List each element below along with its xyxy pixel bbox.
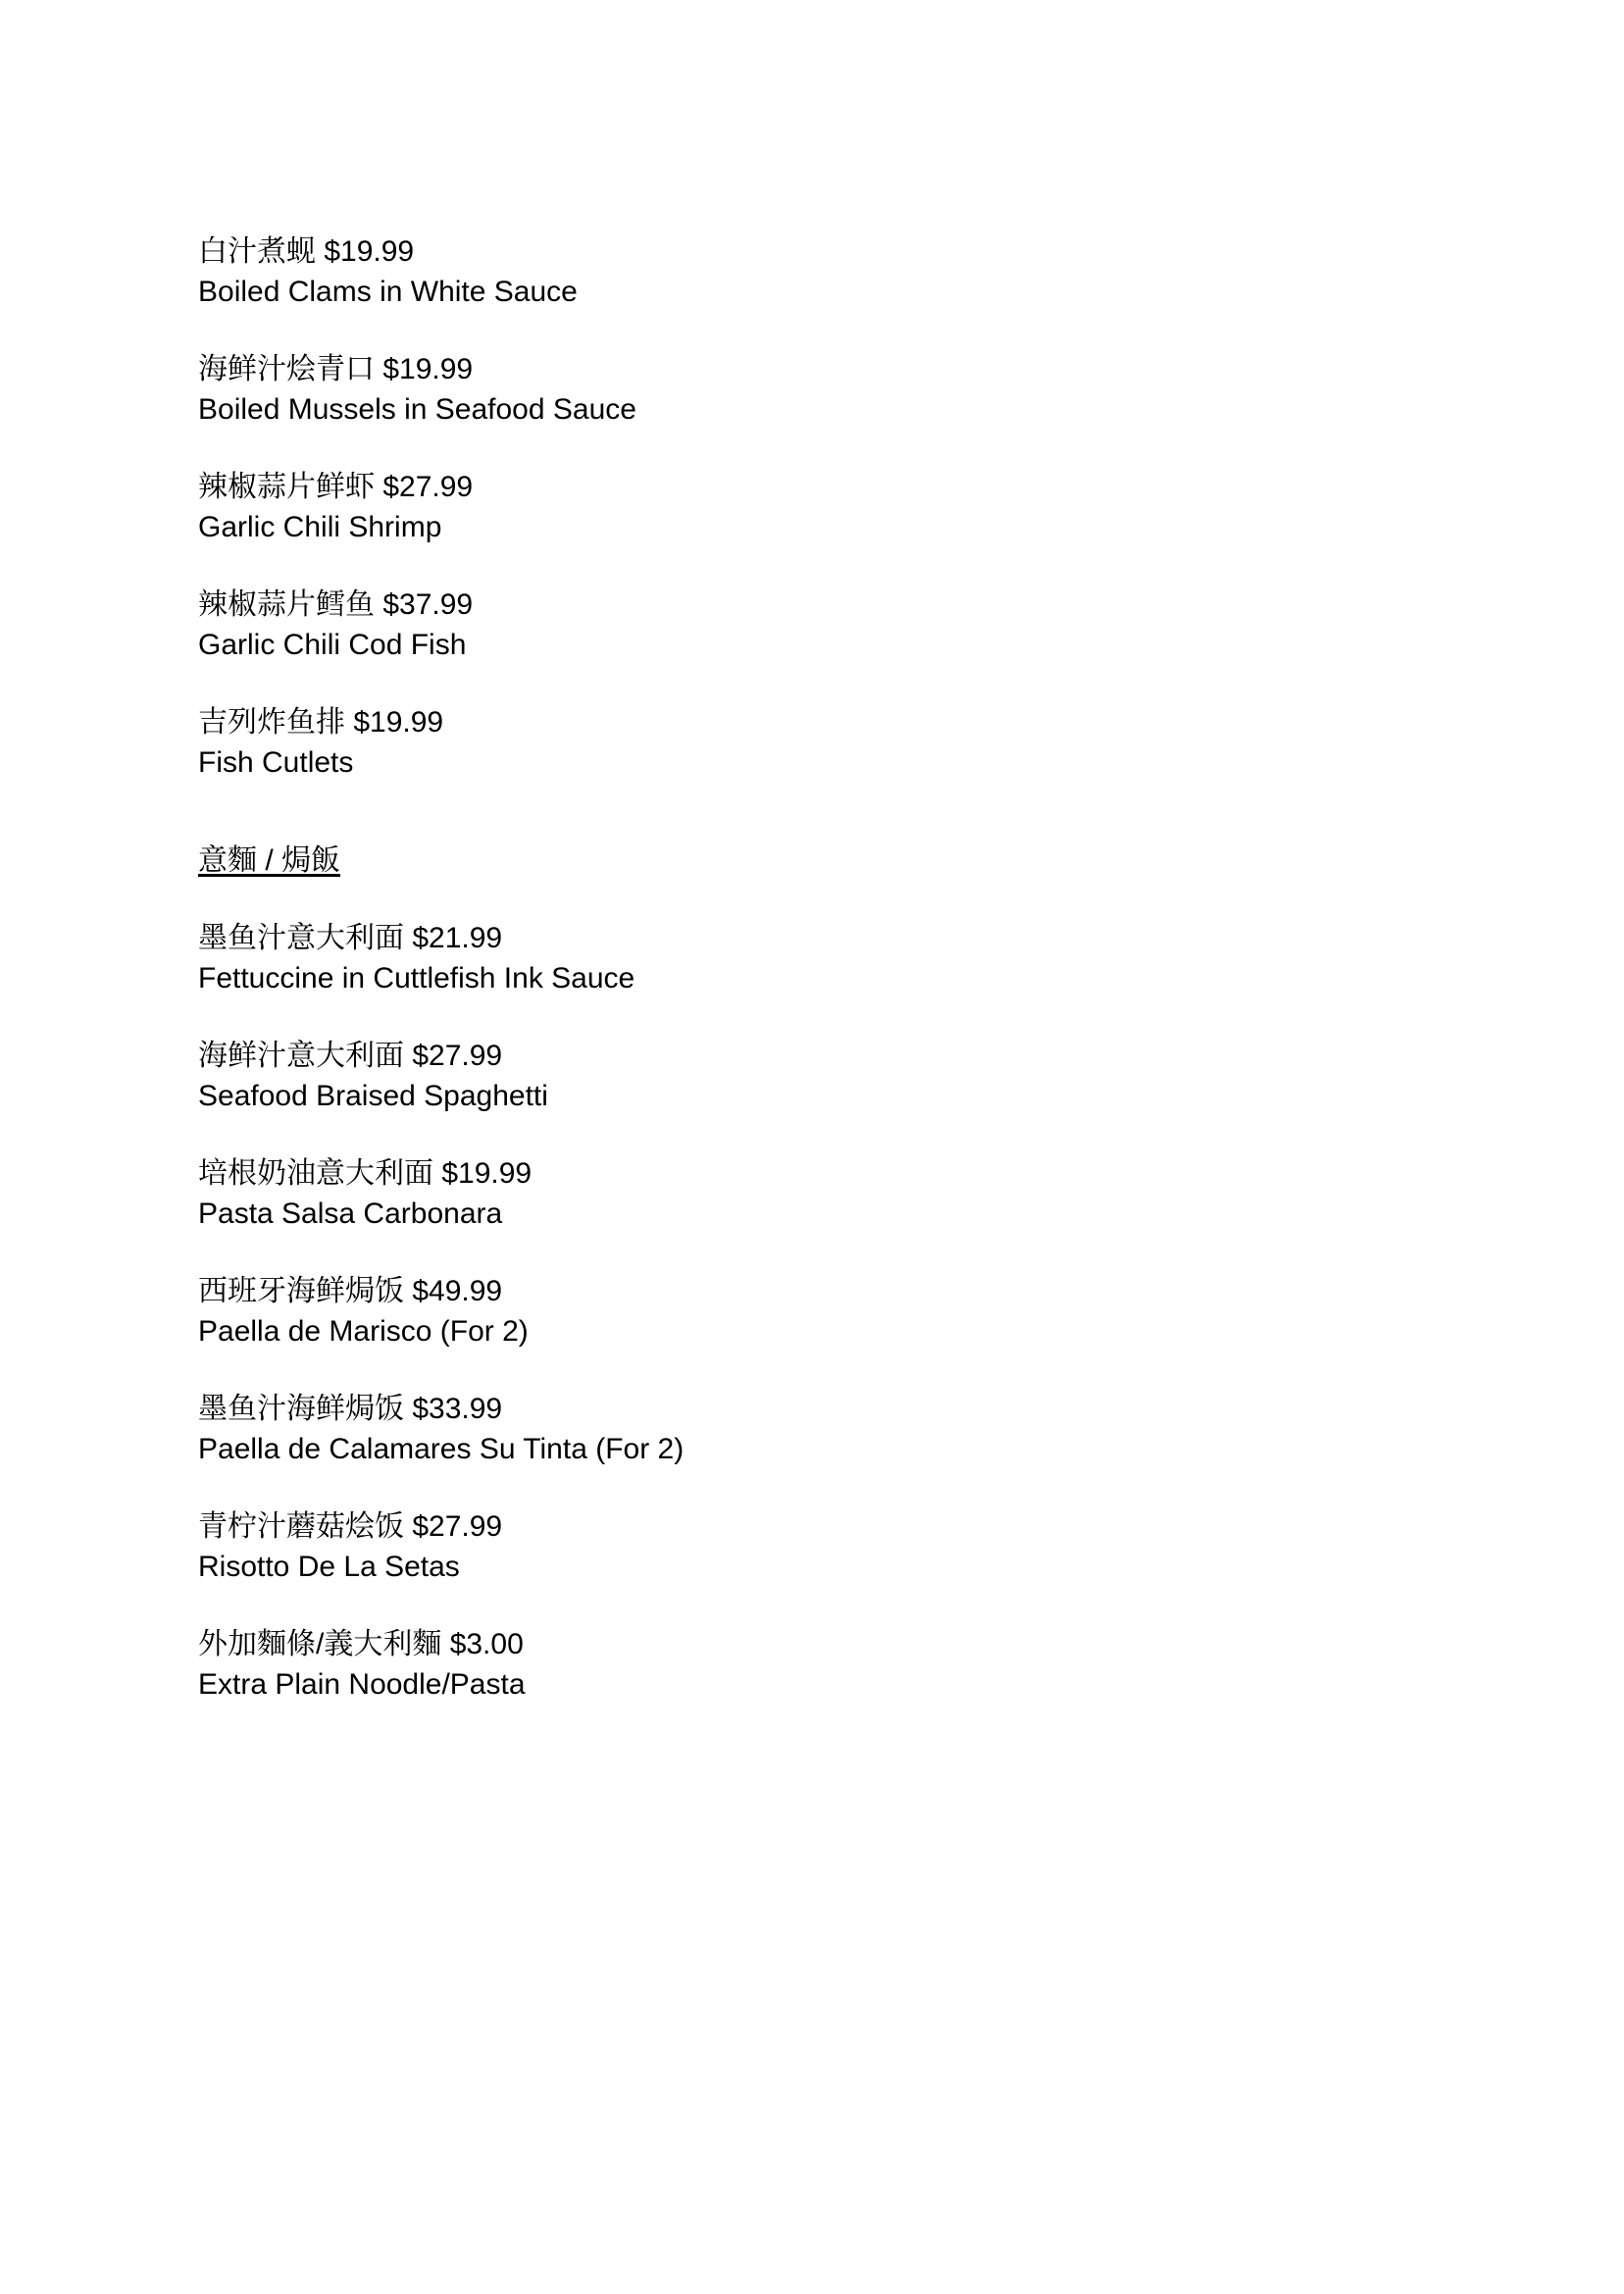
item-chinese-name: 辣椒蒜片鲜虾 [198, 471, 375, 503]
item-chinese-name: 青柠汁蘑菇烩饭 [198, 1510, 404, 1543]
item-english-name: Seafood Braised Spaghetti [198, 1080, 548, 1112]
item-chinese-name: 海鲜汁烩青口 [198, 353, 375, 385]
menu-item [198, 585, 1375, 665]
menu-item [198, 231, 1375, 312]
item-chinese-name: 外加麵條/義大利麵 [198, 1628, 442, 1660]
item-price: $33.99 [412, 1393, 503, 1425]
item-price: $27.99 [382, 471, 474, 503]
item-price: $37.99 [382, 588, 474, 621]
item-english-name: Fettuccine in Cuttlefish Ink Sauce [198, 962, 635, 994]
item-title [198, 585, 1375, 625]
item-price: $21.99 [412, 922, 503, 954]
item-price: $19.99 [324, 235, 415, 268]
item-english-name: Garlic Chili Cod Fish [198, 629, 467, 661]
item-price: $27.99 [412, 1040, 503, 1072]
item-english-name: Extra Plain Noodle/Pasta [198, 1668, 526, 1701]
menu-item [198, 918, 1375, 998]
item-chinese-name: 培根奶油意大利面 [198, 1157, 433, 1190]
item-english-name: Fish Cutlets [198, 746, 354, 779]
item-chinese-name: 吉列炸鱼排 [198, 706, 345, 739]
item-chinese-name: 海鲜汁意大利面 [198, 1040, 404, 1072]
item-price: $27.99 [412, 1510, 503, 1543]
menu-item [198, 1153, 1375, 1234]
item-price: $19.99 [382, 353, 474, 385]
item-title [198, 1506, 1375, 1547]
menu-item [198, 702, 1375, 783]
item-english-name: Paella de Calamares Su Tinta (For 2) [198, 1433, 685, 1465]
menu-content [198, 231, 1375, 1742]
item-english-name: Boiled Clams in White Sauce [198, 276, 578, 308]
item-title [198, 467, 1375, 507]
item-title [198, 1036, 1375, 1076]
menu-item [198, 1271, 1375, 1351]
item-title [198, 1271, 1375, 1311]
item-price: $19.99 [353, 706, 444, 739]
item-english-name: Paella de Marisco (For 2) [198, 1315, 529, 1348]
item-title [198, 1153, 1375, 1194]
menu-item [198, 467, 1375, 547]
item-chinese-name: 墨鱼汁海鲜焗饭 [198, 1393, 404, 1425]
section-heading: 意麵 / 焗飯 [198, 844, 341, 877]
item-title [198, 349, 1375, 389]
item-price: $49.99 [412, 1275, 503, 1307]
item-title [198, 702, 1375, 742]
item-chinese-name: 白汁煮蚬 [198, 235, 316, 268]
item-english-name: Pasta Salsa Carbonara [198, 1198, 503, 1230]
item-chinese-name: 辣椒蒜片鳕鱼 [198, 588, 375, 621]
item-chinese-name: 西班牙海鲜焗饭 [198, 1275, 404, 1307]
item-title [198, 1624, 1375, 1664]
item-title [198, 231, 1375, 272]
menu-item [198, 1506, 1375, 1587]
item-english-name: Boiled Mussels in Seafood Sauce [198, 393, 636, 426]
item-price: $3.00 [449, 1628, 524, 1660]
item-english-name: Risotto De La Setas [198, 1551, 460, 1583]
item-title [198, 918, 1375, 958]
item-chinese-name: 墨鱼汁意大利面 [198, 922, 404, 954]
seafood-section [198, 231, 1375, 783]
menu-item [198, 1624, 1375, 1705]
menu-item [198, 1389, 1375, 1469]
item-price: $19.99 [441, 1157, 533, 1190]
menu-item [198, 1036, 1375, 1116]
item-title [198, 1389, 1375, 1429]
menu-item [198, 349, 1375, 430]
item-english-name: Garlic Chili Shrimp [198, 511, 442, 543]
pasta-rice-section [198, 841, 1375, 1705]
